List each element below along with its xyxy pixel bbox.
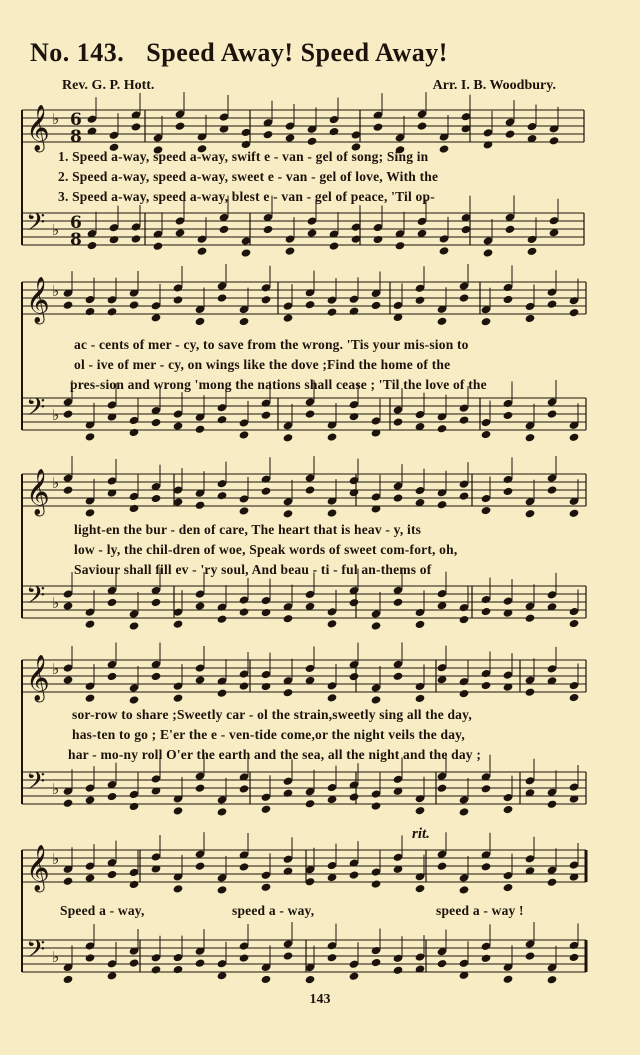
time-signature: 6 xyxy=(70,213,82,233)
note-head xyxy=(153,241,164,250)
note-head xyxy=(195,783,206,792)
note-head xyxy=(85,619,96,628)
note-head xyxy=(263,130,274,139)
hymn-name: Speed Away! Speed Away! xyxy=(146,38,448,67)
page-number: 143 xyxy=(309,992,331,1007)
note-head xyxy=(525,433,536,442)
note-head xyxy=(195,958,206,967)
note-head xyxy=(349,870,360,879)
note-head xyxy=(329,241,340,250)
note-head xyxy=(547,800,558,809)
note-head xyxy=(151,418,162,427)
note-head xyxy=(525,314,536,323)
note-head xyxy=(459,807,470,816)
note-head xyxy=(239,681,250,690)
note-head xyxy=(503,975,514,984)
note-head xyxy=(285,133,296,142)
note-head xyxy=(481,784,492,793)
note-head xyxy=(131,234,142,243)
note-head xyxy=(437,862,448,871)
note-head xyxy=(175,121,186,130)
lyric-line: low - ly, the chil-dren of woe, Speak words of sweet com-fort, oh, xyxy=(74,542,458,557)
note-head xyxy=(217,491,228,500)
note-head xyxy=(481,681,492,690)
bass-clef: 𝄢 xyxy=(26,935,46,970)
note-head xyxy=(261,805,272,814)
note-head xyxy=(107,307,118,316)
note-head xyxy=(417,121,428,130)
note-head xyxy=(481,506,492,515)
note-head xyxy=(525,509,536,518)
note-head xyxy=(503,295,514,304)
note-head xyxy=(283,788,294,797)
note-head xyxy=(437,959,448,968)
note-head xyxy=(349,412,360,421)
note-head xyxy=(305,799,316,808)
lyric-line: Speed a - way, xyxy=(60,903,145,918)
note-head xyxy=(87,241,98,250)
flat-sign: ♭ xyxy=(52,948,60,966)
note-head xyxy=(327,307,338,316)
lyric-line: sor-row to share ;Sweetly car - ol the strain,sweetly sing all the day, xyxy=(72,707,472,722)
note-head xyxy=(175,228,186,237)
note-head xyxy=(261,975,272,984)
note-head xyxy=(195,861,206,870)
note-head xyxy=(261,608,272,617)
note-head xyxy=(439,246,450,255)
note-head xyxy=(241,248,252,257)
note-head xyxy=(217,885,228,894)
note-head xyxy=(525,951,536,960)
treble-clef: 𝄞 xyxy=(26,469,50,515)
note-head xyxy=(173,884,184,893)
note-head xyxy=(129,958,140,967)
time-signature: 8 xyxy=(70,127,82,147)
note-head xyxy=(547,878,558,887)
note-head xyxy=(107,672,118,681)
note-head xyxy=(395,241,406,250)
note-head xyxy=(261,682,272,691)
note-head xyxy=(151,313,162,322)
flat-sign: ♭ xyxy=(52,850,60,868)
note-head xyxy=(107,792,118,801)
note-head xyxy=(283,951,294,960)
note-head xyxy=(217,614,228,623)
note-head xyxy=(481,430,492,439)
note-head xyxy=(173,295,184,304)
note-head xyxy=(263,225,274,234)
note-head xyxy=(197,246,208,255)
treble-clef: 𝄞 xyxy=(26,277,50,323)
note-head xyxy=(151,672,162,681)
note-head xyxy=(239,317,250,326)
note-head xyxy=(549,136,560,145)
treble-clef: 𝄞 xyxy=(26,655,50,701)
note-head xyxy=(195,317,206,326)
bass-clef: 𝄢 xyxy=(26,208,46,243)
note-head xyxy=(283,614,294,623)
note-head xyxy=(503,487,514,496)
lyric-line: light-en the bur - den of care, The heart that is heav - y, its xyxy=(74,522,422,537)
note-head xyxy=(285,246,296,255)
note-head xyxy=(283,509,294,518)
note-head xyxy=(371,879,382,888)
note-head xyxy=(459,415,470,424)
note-head xyxy=(261,295,272,304)
note-head xyxy=(129,621,140,630)
note-head xyxy=(283,688,294,697)
note-head xyxy=(107,598,118,607)
note-head xyxy=(305,485,316,494)
time-signature: 8 xyxy=(70,230,82,250)
note-head xyxy=(261,410,272,419)
note-head xyxy=(415,296,426,305)
note-head xyxy=(393,966,404,975)
flat-sign: ♭ xyxy=(52,780,60,798)
note-head xyxy=(439,144,450,153)
note-head xyxy=(393,417,404,426)
arranger-credit: Arr. I. B. Woodbury. xyxy=(432,78,556,93)
note-head xyxy=(327,432,338,441)
note-head xyxy=(393,598,404,607)
bass-clef: 𝄢 xyxy=(26,393,46,428)
note-head xyxy=(85,693,96,702)
note-head xyxy=(129,880,140,889)
note-head xyxy=(173,693,184,702)
note-head xyxy=(63,877,74,886)
note-head xyxy=(129,300,140,309)
note-head xyxy=(63,799,74,808)
note-head xyxy=(283,866,294,875)
note-head xyxy=(239,953,250,962)
note-head xyxy=(239,784,250,793)
flat-sign: ♭ xyxy=(52,594,60,612)
note-head xyxy=(371,621,382,630)
note-head xyxy=(349,307,360,316)
note-head xyxy=(151,494,162,503)
note-head xyxy=(349,792,360,801)
flat-sign: ♭ xyxy=(52,406,60,424)
note-head xyxy=(483,248,494,257)
ritardando-mark: rit. xyxy=(412,826,430,842)
note-head xyxy=(393,672,404,681)
note-head xyxy=(85,307,96,316)
note-head xyxy=(371,301,382,310)
note-head xyxy=(505,129,516,138)
lyric-line: pres-sion and wrong 'mong the nations shall cease ; 'Til the love of the xyxy=(70,377,487,392)
note-head xyxy=(283,313,294,322)
note-head xyxy=(173,619,184,628)
note-head xyxy=(415,884,426,893)
note-head xyxy=(63,601,74,610)
note-head xyxy=(217,688,228,697)
note-head xyxy=(85,508,96,517)
note-head xyxy=(305,409,316,418)
note-head xyxy=(547,409,558,418)
note-head xyxy=(437,784,448,793)
lyric-line: ol - ive of mer - cy, on wings like the dove ;Find the home of the xyxy=(74,357,451,372)
note-head xyxy=(371,801,382,810)
note-head xyxy=(373,235,384,244)
note-head xyxy=(195,675,206,684)
note-head xyxy=(547,299,558,308)
lyric-line: Saviour shall fill ev - 'ry soul, And beau - ti - ful an-thems of xyxy=(74,562,432,577)
note-head xyxy=(151,598,162,607)
note-head xyxy=(349,971,360,980)
note-head xyxy=(239,607,250,616)
note-head xyxy=(151,965,162,974)
lyric-line: 1. Speed a-way, speed a-way, swift e - van - gel of song; Sing in xyxy=(58,149,429,164)
note-head xyxy=(481,862,492,871)
flat-sign: ♭ xyxy=(52,474,60,492)
note-head xyxy=(217,415,228,424)
note-head xyxy=(459,615,470,624)
note-head xyxy=(327,693,338,702)
note-head xyxy=(569,953,580,962)
note-head xyxy=(107,870,118,879)
note-head xyxy=(217,807,228,816)
note-head xyxy=(459,885,470,894)
note-head xyxy=(131,122,142,131)
note-head xyxy=(415,620,426,629)
note-head xyxy=(195,425,206,434)
note-head xyxy=(327,953,338,962)
note-head xyxy=(459,293,470,302)
note-head xyxy=(63,300,74,309)
note-head xyxy=(503,805,514,814)
note-head xyxy=(261,486,272,495)
note-head xyxy=(527,247,538,256)
bass-clef: 𝄢 xyxy=(26,581,46,616)
treble-clef: 𝄞 xyxy=(26,845,50,891)
note-head xyxy=(373,122,384,131)
note-head xyxy=(437,317,448,326)
note-head xyxy=(63,675,74,684)
note-head xyxy=(173,421,184,430)
note-head xyxy=(459,689,470,698)
flat-sign: ♭ xyxy=(52,221,60,239)
lyric-line: ac - cents of mer - cy, to save from the wrong. 'Tis your mis-sion to xyxy=(74,337,469,352)
note-head xyxy=(129,695,140,704)
note-head xyxy=(217,293,228,302)
note-head xyxy=(85,873,96,882)
note-head xyxy=(63,409,74,418)
note-head xyxy=(195,501,206,510)
note-head xyxy=(85,953,96,962)
note-head xyxy=(547,485,558,494)
note-head xyxy=(239,862,250,871)
note-head xyxy=(525,613,536,622)
note-head xyxy=(307,228,318,237)
note-head xyxy=(239,506,250,515)
note-head xyxy=(327,508,338,517)
note-head xyxy=(569,433,580,442)
note-head xyxy=(219,225,230,234)
bass-clef: 𝄢 xyxy=(26,767,46,802)
flat-sign: ♭ xyxy=(52,660,60,678)
note-head xyxy=(109,235,120,244)
note-head xyxy=(129,504,140,513)
note-head xyxy=(393,493,404,502)
note-head xyxy=(569,619,580,628)
time-signature: 6 xyxy=(70,110,82,130)
note-head xyxy=(349,672,360,681)
author-credit: Rev. G. P. Hott. xyxy=(62,78,155,93)
note-head xyxy=(63,485,74,494)
note-head xyxy=(85,432,96,441)
note-head xyxy=(547,975,558,984)
treble-clef: 𝄞 xyxy=(26,105,50,151)
note-head xyxy=(85,795,96,804)
note-head xyxy=(327,619,338,628)
flat-sign: ♭ xyxy=(52,110,60,128)
note-head xyxy=(195,601,206,610)
lyric-line: speed a - way ! xyxy=(436,903,524,918)
flat-sign: ♭ xyxy=(52,282,60,300)
note-head xyxy=(437,424,448,433)
note-head xyxy=(569,693,580,702)
note-head xyxy=(481,954,492,963)
note-head xyxy=(349,488,360,497)
note-head xyxy=(569,308,580,317)
note-head xyxy=(63,975,74,984)
note-head xyxy=(107,971,118,980)
note-head xyxy=(371,695,382,704)
note-head xyxy=(329,127,340,136)
note-head xyxy=(503,411,514,420)
note-head xyxy=(437,500,448,509)
note-head xyxy=(459,491,470,500)
lyric-line: 2. Speed a-way, speed a-way, sweet e - van - gel of love, With the xyxy=(58,169,439,184)
note-head xyxy=(481,607,492,616)
note-head xyxy=(283,433,294,442)
note-head xyxy=(371,958,382,967)
lyric-line: har - mo-ny roll O'er the earth and the sea, all the night and the day ; xyxy=(68,747,482,762)
note-head xyxy=(305,300,316,309)
lyric-line: has-ten to go ; E'er the e - ven-tide come,or the night veils the day, xyxy=(72,727,465,742)
note-head xyxy=(415,694,426,703)
note-head xyxy=(349,598,360,607)
note-head xyxy=(129,802,140,811)
note-head xyxy=(307,137,318,146)
note-head xyxy=(173,806,184,815)
hymn-number: No. 143. xyxy=(30,38,125,67)
note-head xyxy=(239,430,250,439)
note-head xyxy=(173,965,184,974)
note-head xyxy=(305,975,316,984)
lyric-line: 3. Speed a-way, speed a-way, blest e - van - gel of peace, 'Til op- xyxy=(58,189,435,204)
note-head xyxy=(261,883,272,892)
note-head xyxy=(525,687,536,696)
note-head xyxy=(505,225,516,234)
note-head xyxy=(129,428,140,437)
note-head xyxy=(569,509,580,518)
note-head xyxy=(415,806,426,815)
note-head xyxy=(503,883,514,892)
lyric-line: speed a - way, xyxy=(232,903,315,918)
note-head xyxy=(481,317,492,326)
